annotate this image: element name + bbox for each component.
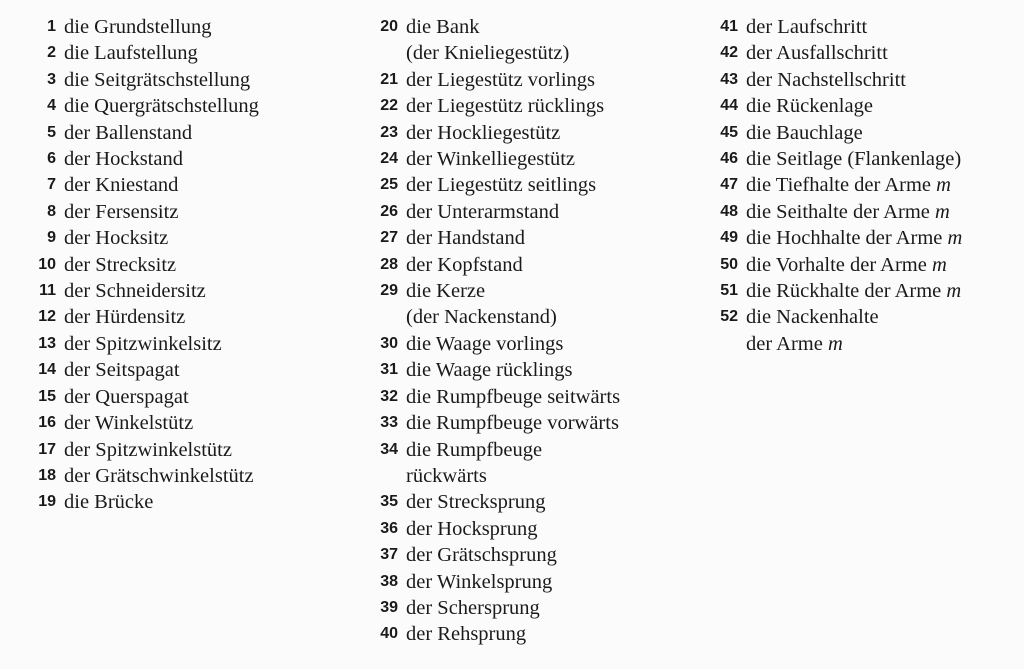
term-line: [406, 199, 559, 225]
glossary-entry: [372, 67, 702, 93]
term-text: der Hürdensitz: [64, 306, 186, 329]
entry-term: [64, 172, 178, 198]
plural-marker: m: [936, 174, 951, 197]
term-text: der Liegestütz rücklings: [406, 95, 605, 118]
entry-number: 13: [38, 334, 56, 352]
term-line: [746, 304, 879, 330]
entry-number: 26: [380, 202, 398, 220]
entry-term: [64, 225, 168, 251]
entry-number: 22: [380, 97, 398, 115]
glossary-entry: [30, 225, 360, 251]
entry-number: 27: [380, 229, 398, 247]
glossary-entry: [372, 437, 702, 490]
term-text: die Laufstellung: [64, 42, 198, 65]
entry-number: 40: [380, 625, 398, 643]
term-line: [406, 225, 525, 251]
term-text: der Hocksitz: [64, 227, 169, 250]
entry-term: [406, 357, 572, 383]
entry-term: [746, 252, 947, 278]
glossary-entry: [372, 172, 702, 198]
entry-term: [746, 40, 888, 66]
term-text: die Rückenlage: [746, 95, 873, 118]
term-line: [64, 463, 254, 489]
term-text: der Spitzwinkelstütz: [64, 438, 232, 461]
entry-term: [746, 93, 873, 119]
glossary-entry: [372, 489, 702, 515]
term-text: der Winkelliegestütz: [406, 148, 576, 171]
entry-number: 4: [47, 97, 56, 115]
entry-term: [746, 304, 879, 357]
entry-number: 28: [380, 255, 398, 273]
entry-number: 9: [47, 229, 56, 247]
glossary-entry: [712, 199, 1024, 225]
term-line: [746, 278, 961, 304]
term-line: [64, 437, 232, 463]
term-text: (der Nackenstand): [406, 306, 557, 329]
glossary-entry: [30, 67, 360, 93]
glossary-entry: [30, 463, 360, 489]
plural-marker: m: [935, 200, 950, 223]
term-line: [64, 40, 198, 66]
entry-number: 29: [380, 282, 398, 300]
term-text: die Nackenhalte: [746, 306, 879, 329]
glossary-entry: [30, 93, 360, 119]
glossary-entry: [372, 225, 702, 251]
term-line: [406, 40, 569, 66]
term-line: [406, 463, 542, 489]
entry-number: 23: [380, 123, 398, 141]
term-text: der Laufschritt: [746, 16, 868, 38]
glossary-entry: [712, 93, 1024, 119]
term-text: der Arme: [746, 332, 823, 355]
entry-number: 21: [380, 70, 398, 88]
term-text: der Fersensitz: [64, 200, 179, 223]
term-line: [406, 516, 538, 542]
entry-term: [406, 437, 542, 490]
entry-number: 46: [720, 150, 738, 168]
entry-number: 16: [38, 414, 56, 432]
glossary-entry: [372, 569, 702, 595]
glossary-entry: [712, 67, 1024, 93]
entry-number: 33: [380, 414, 398, 432]
term-line: [64, 199, 178, 225]
term-line: [64, 331, 222, 357]
term-text: der Nachstellschritt: [746, 68, 906, 91]
entry-number: 34: [380, 440, 398, 458]
entry-number: 44: [720, 97, 738, 115]
term-line: [64, 357, 180, 383]
term-line: [746, 225, 962, 251]
entry-number: 12: [38, 308, 56, 326]
plural-marker: m: [947, 227, 963, 250]
term-line: [406, 120, 560, 146]
entry-term: [64, 384, 189, 410]
glossary-entry: [372, 384, 702, 410]
term-line: [64, 304, 185, 330]
glossary-column-1: [30, 14, 360, 516]
term-text: der Kniestand: [64, 174, 179, 197]
term-text: der Strecksitz: [64, 253, 177, 276]
term-line: [746, 146, 961, 172]
glossary-entry: [372, 14, 702, 67]
entry-term: [64, 489, 153, 515]
glossary-entry: [712, 172, 1024, 198]
entry-term: [406, 621, 526, 647]
term-text: der Hocksprung: [406, 517, 538, 540]
glossary-entry: [712, 146, 1024, 172]
term-text: der Hockliegestütz: [406, 121, 561, 144]
entry-term: [406, 331, 563, 357]
term-text: die Rumpfbeuge vorwärts: [406, 412, 619, 435]
entry-term: [406, 595, 540, 621]
term-text: der Rehsprung: [406, 623, 527, 646]
plural-marker: m: [827, 332, 843, 355]
plural-marker: m: [931, 253, 947, 276]
term-text: der Kopfstand: [406, 253, 523, 276]
term-line: [746, 331, 879, 357]
term-line: [406, 489, 545, 515]
entry-term: [64, 14, 211, 40]
term-line: [64, 146, 183, 172]
term-line: [406, 14, 569, 40]
term-line: [64, 172, 178, 198]
entry-term: [64, 278, 206, 304]
term-text: der Grätschsprung: [406, 544, 557, 567]
entry-term: [64, 93, 259, 119]
entry-term: [406, 199, 559, 225]
entry-number: 48: [720, 202, 738, 220]
entry-number: 20: [380, 18, 398, 35]
term-text: der Handstand: [406, 227, 525, 250]
term-text: der Querspagat: [64, 385, 189, 408]
entry-number: 8: [47, 202, 56, 220]
term-line: [406, 93, 604, 119]
glossary-entry: [712, 40, 1024, 66]
term-text: die Seitgrätschstellung: [64, 68, 251, 91]
entry-number: 50: [720, 255, 738, 273]
term-text: die Kerze: [406, 280, 486, 303]
term-text: die Rumpfbeuge: [406, 438, 543, 461]
term-line: [406, 621, 526, 647]
term-line: [406, 410, 619, 436]
glossary-entry: [372, 595, 702, 621]
term-text: der Winkelsprung: [406, 570, 553, 593]
term-line: [64, 252, 176, 278]
term-line: [64, 225, 168, 251]
term-line: [746, 199, 950, 225]
term-line: [64, 93, 259, 119]
glossary-entry: [712, 278, 1024, 304]
entry-term: [746, 67, 906, 93]
entry-term: [406, 384, 620, 410]
entry-term: [746, 172, 951, 198]
glossary-column-3: [712, 14, 1024, 357]
glossary-entry: [712, 225, 1024, 251]
glossary-entry: [372, 357, 702, 383]
glossary-entry: [30, 120, 360, 146]
term-text: die Waage rücklings: [406, 359, 573, 382]
term-line: [406, 384, 620, 410]
entry-number: 14: [38, 361, 56, 379]
entry-term: [64, 463, 254, 489]
term-line: [406, 172, 596, 198]
entry-term: [64, 146, 183, 172]
term-line: [64, 14, 211, 40]
term-text: die Rückhalte der Arme: [746, 280, 942, 303]
term-line: [746, 14, 867, 40]
term-text: der Grätschwinkelstütz: [64, 464, 254, 487]
glossary-entry: [372, 410, 702, 436]
entry-term: [406, 146, 575, 172]
entry-number: 43: [720, 70, 738, 88]
glossary-entry: [372, 542, 702, 568]
entry-number: 47: [720, 176, 738, 194]
term-line: [406, 542, 557, 568]
entry-number: 3: [47, 70, 56, 88]
glossary-entry: [30, 278, 360, 304]
term-line: [64, 67, 250, 93]
entry-number: 49: [720, 229, 738, 247]
term-text: der Hockstand: [64, 148, 183, 171]
entry-number: 7: [47, 176, 56, 194]
glossary-entry: [30, 410, 360, 436]
entry-number: 17: [38, 440, 56, 458]
entry-number: 42: [720, 44, 738, 62]
entry-term: [64, 437, 232, 463]
glossary-entry: [712, 304, 1024, 357]
term-text: der Unterarmstand: [406, 200, 560, 223]
term-text: der Winkelstütz: [64, 412, 194, 435]
term-line: [406, 278, 557, 304]
entry-number: 10: [38, 255, 56, 273]
term-line: [64, 278, 206, 304]
entry-number: 51: [720, 282, 738, 300]
term-line: [746, 172, 951, 198]
entry-number: 24: [380, 150, 398, 168]
entry-number: 2: [47, 44, 56, 62]
entry-term: [746, 225, 962, 251]
entry-number: 6: [47, 150, 56, 168]
term-line: [406, 67, 595, 93]
term-line: [746, 93, 873, 119]
term-text: der Seitspagat: [64, 359, 180, 382]
entry-term: [746, 278, 961, 304]
entry-term: [64, 410, 193, 436]
term-text: die Tiefhalte der Arme: [746, 174, 932, 197]
term-line: [64, 120, 192, 146]
term-line: [406, 437, 542, 463]
term-text: der Schersprung: [406, 596, 540, 619]
glossary-entry: [30, 384, 360, 410]
term-line: [406, 569, 552, 595]
entry-number: 25: [380, 176, 398, 194]
glossary-entry: [30, 304, 360, 330]
term-text: die Vorhalte der Arme: [746, 253, 927, 276]
term-text: die Rumpfbeuge seitwärts: [406, 385, 621, 408]
entry-number: 18: [38, 466, 56, 484]
glossary-entry: [372, 516, 702, 542]
glossary-entry: [372, 621, 702, 647]
entry-term: [406, 93, 604, 119]
term-line: [746, 67, 906, 93]
term-line: [406, 304, 557, 330]
entry-term: [64, 120, 192, 146]
term-text: die Seitlage (Flankenlage): [746, 148, 962, 171]
term-line: [64, 410, 193, 436]
entry-term: [406, 410, 619, 436]
term-line: [64, 384, 189, 410]
entry-number: 35: [380, 493, 398, 511]
glossary-entry: [30, 331, 360, 357]
glossary-column-2: [372, 14, 702, 648]
entry-number: 5: [47, 123, 56, 141]
term-text: der Schneidersitz: [64, 280, 206, 303]
glossary-entry: [30, 172, 360, 198]
term-text: der Liegestütz seitlings: [406, 174, 597, 197]
glossary-entry: [372, 93, 702, 119]
glossary-entry: [712, 120, 1024, 146]
glossary-entry: [372, 199, 702, 225]
glossary-entry: [372, 146, 702, 172]
entry-number: 41: [720, 18, 738, 35]
entry-term: [406, 542, 557, 568]
entry-number: 31: [380, 361, 398, 379]
entry-term: [746, 14, 867, 40]
glossary-entry: [30, 252, 360, 278]
entry-term: [64, 199, 178, 225]
term-text: die Waage vorlings: [406, 332, 564, 355]
glossary-entry: [372, 120, 702, 146]
glossary-entry: [30, 489, 360, 515]
entry-term: [746, 199, 950, 225]
entry-term: [406, 516, 538, 542]
glossary-entry: [30, 199, 360, 225]
entry-number: 36: [380, 519, 398, 537]
glossary-entry: [30, 146, 360, 172]
term-text: die Grundstellung: [64, 16, 212, 38]
term-text: die Quergrätschstellung: [64, 95, 259, 118]
term-line: [746, 40, 888, 66]
entry-number: 1: [47, 18, 56, 35]
term-text: die Hochhalte der Arme: [746, 227, 943, 250]
entry-term: [64, 252, 176, 278]
entry-term: [746, 146, 961, 172]
term-line: [406, 595, 540, 621]
entry-number: 38: [380, 572, 398, 590]
entry-term: [406, 278, 557, 331]
entry-term: [406, 225, 525, 251]
entry-number: 39: [380, 598, 398, 616]
term-line: [406, 357, 572, 383]
term-text: der Spitzwinkelsitz: [64, 332, 222, 355]
entry-term: [406, 67, 595, 93]
term-text: der Strecksprung: [406, 491, 546, 514]
term-text: der Ausfallschritt: [746, 42, 888, 65]
term-text: die Brücke: [64, 491, 154, 514]
entry-number: 30: [380, 334, 398, 352]
entry-term: [406, 120, 560, 146]
entry-term: [406, 14, 569, 67]
glossary-entry: [30, 437, 360, 463]
term-line: [406, 146, 575, 172]
entry-term: [406, 489, 545, 515]
term-line: [746, 120, 863, 146]
entry-term: [746, 120, 863, 146]
entry-term: [64, 40, 198, 66]
entry-number: 37: [380, 546, 398, 564]
term-text: (der Knieliegestütz): [406, 42, 570, 65]
term-text: die Bauchlage: [746, 121, 863, 144]
glossary-entry: [712, 14, 1024, 40]
entry-number: 45: [720, 123, 738, 141]
entry-term: [406, 569, 552, 595]
entry-term: [64, 357, 180, 383]
term-line: [64, 489, 153, 515]
glossary-entry: [30, 14, 360, 40]
term-text: die Bank: [406, 16, 480, 38]
plural-marker: m: [946, 280, 962, 303]
glossary-entry: [30, 40, 360, 66]
term-text: der Liegestütz vorlings: [406, 68, 596, 91]
term-line: [746, 252, 947, 278]
glossary-entry: [372, 331, 702, 357]
term-text: rückwärts: [406, 464, 487, 487]
entry-number: 52: [720, 308, 738, 326]
entry-number: 15: [38, 387, 56, 405]
entry-number: 19: [38, 493, 56, 511]
glossary-entry: [712, 252, 1024, 278]
term-text: die Seithalte der Arme: [746, 200, 930, 223]
term-line: [406, 331, 563, 357]
glossary-entry: [30, 357, 360, 383]
entry-number: 32: [380, 387, 398, 405]
entry-term: [406, 172, 596, 198]
glossary-entry: [372, 278, 702, 331]
term-line: [406, 252, 523, 278]
entry-term: [64, 331, 222, 357]
entry-term: [64, 67, 250, 93]
glossary-entry: [372, 252, 702, 278]
entry-term: [406, 252, 523, 278]
term-text: der Ballenstand: [64, 121, 193, 144]
entry-term: [64, 304, 185, 330]
entry-number: 11: [39, 282, 56, 300]
